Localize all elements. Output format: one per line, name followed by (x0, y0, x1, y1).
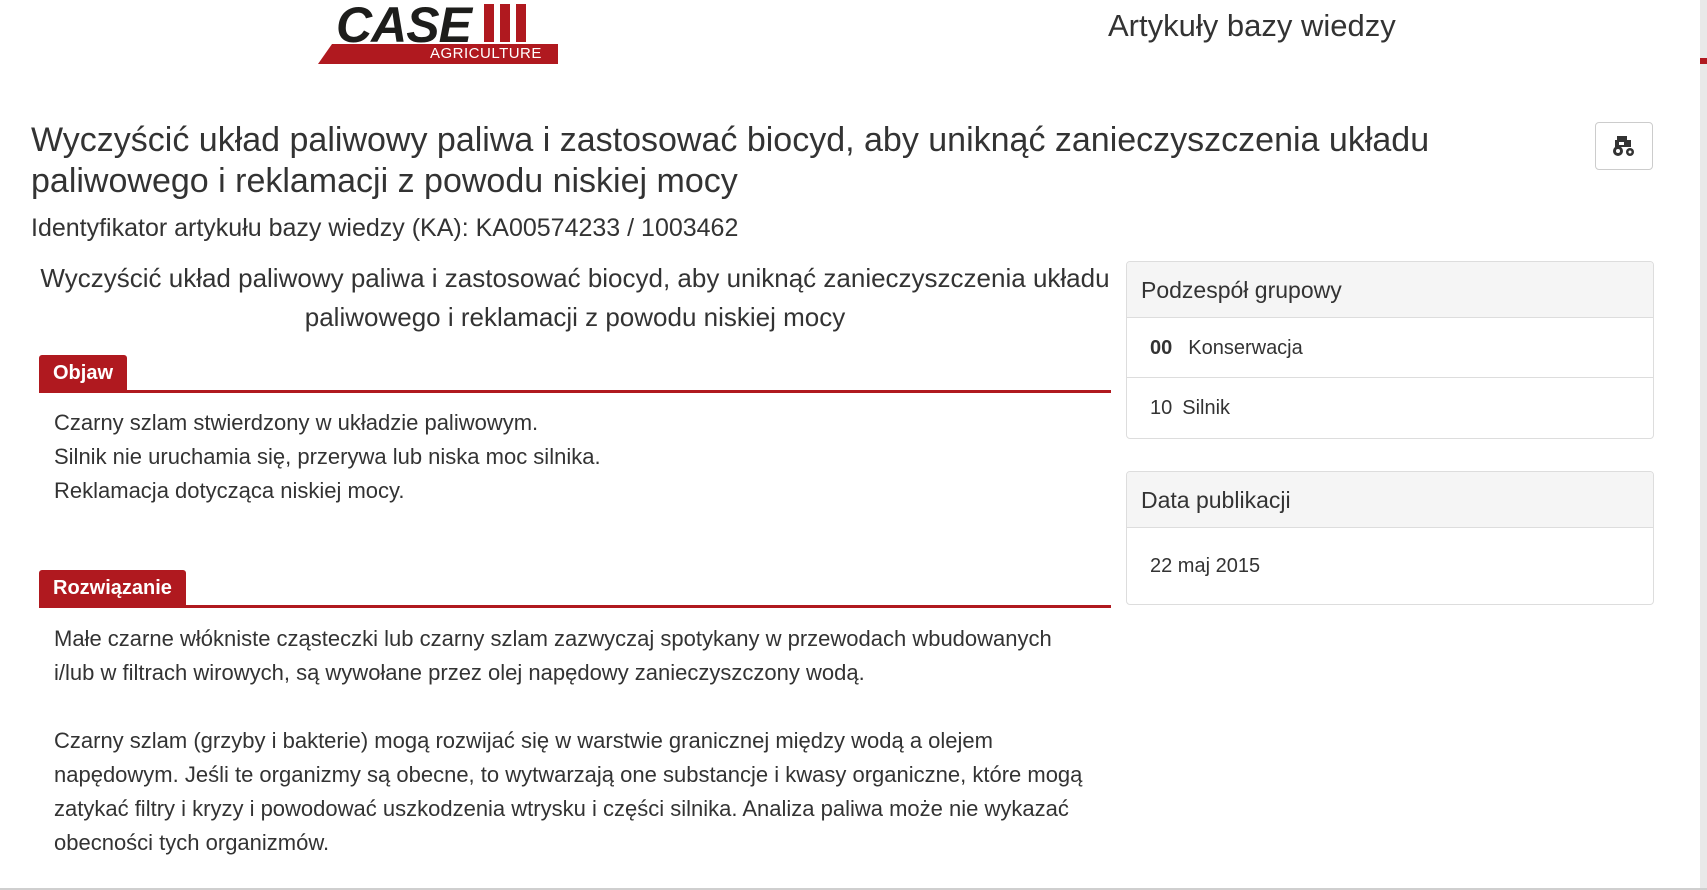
symptom-section-header (39, 355, 1111, 393)
symptom-line: Silnik nie uruchamia się, przerywa lub niska moc silnika. (54, 444, 601, 469)
publication-panel-heading: Data publikacji (1127, 472, 1653, 528)
publication-date: 22 maj 2015 (1150, 555, 1261, 577)
group-item-label: Silnik (1182, 397, 1231, 419)
symptom-divider (39, 390, 1111, 393)
solution-text (54, 622, 1094, 860)
group-panel (1126, 261, 1654, 439)
case-ih-logo[interactable] (318, 0, 564, 68)
group-item-code: 00 (1150, 337, 1173, 359)
group-panel-heading: Podzespół grupowy (1127, 262, 1653, 318)
solution-tab: Rozwiązanie (39, 570, 186, 605)
group-item-label: Konserwacja (1188, 337, 1303, 359)
logo-subtitle: AGRICULTURE (430, 45, 542, 62)
group-item-code: 10 (1150, 397, 1173, 419)
article-title: Wyczyścić układ paliwowy paliwa i zastosować biocyd, aby uniknąć zanieczyszczenia układu paliwowego i reklamacji z powodu niskiej mocy (31, 121, 1430, 200)
print-button[interactable] (1595, 122, 1653, 170)
scrollbar-edge[interactable] (1700, 0, 1707, 890)
group-item-engine[interactable] (1127, 378, 1653, 438)
solution-section-header (39, 570, 1111, 608)
group-item-maintenance[interactable] (1127, 318, 1653, 378)
page-header (0, 0, 1700, 90)
publication-panel (1126, 471, 1654, 605)
symptom-tab: Objaw (39, 355, 127, 390)
header-title: Artykuły bazy wiedzy (1108, 8, 1396, 43)
logo-word: CASE (336, 0, 471, 53)
solution-paragraph: Małe czarne włókniste cząsteczki lub czarny szlam zazwyczaj spotykany w przewodach wbudowanych i/lub w filtrach wirowych, są wywołane przez olej napędowy zanieczyszczony wodą. (54, 626, 1052, 685)
article-subtitle: Wyczyścić układ paliwowy paliwa i zastosować biocyd, aby uniknąć zanieczyszczenia układu paliwowego i reklamacji z powodu niskiej mocy (40, 263, 1110, 332)
solution-divider (39, 605, 1111, 608)
solution-paragraph: Czarny szlam (grzyby i bakterie) mogą rozwijać się w warstwie granicznej między wodą a olejem napędowym. Jeśli te organizmy są obecne, to wytwarzają one substancje i kwasy organiczne, które mogą zatykać filtry i kryzy i powodować uszkodzenia wtrysku i części silnika. Analiza paliwa może nie wykazać obecności tych organizmów. (54, 728, 1083, 855)
logo-ih-bars (484, 4, 532, 47)
symptom-line: Reklamacja dotycząca niskiej mocy. (54, 478, 405, 503)
article-id: Identyfikator artykułu bazy wiedzy (KA): KA00574233 / 1003462 (31, 214, 739, 242)
tractor-print-icon (1612, 135, 1636, 157)
symptom-line: Czarny szlam stwierdzony w układzie paliwowym. (54, 410, 539, 435)
symptom-text (54, 406, 1104, 508)
